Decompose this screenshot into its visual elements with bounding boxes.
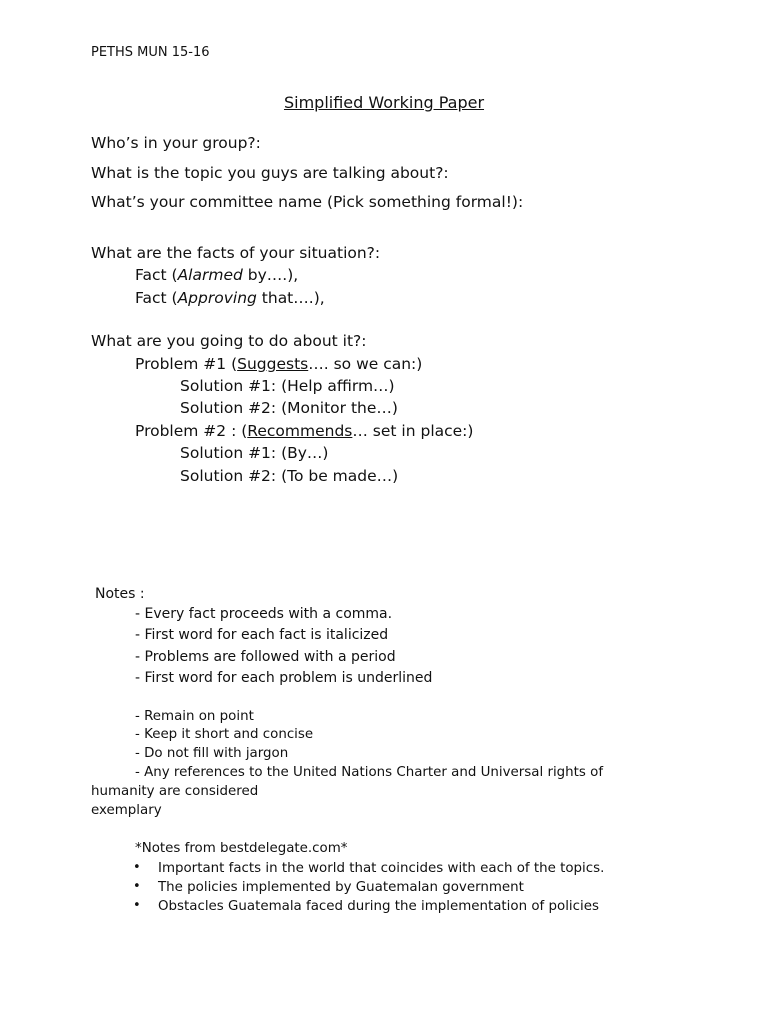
- problem-keyword: Recommends: [247, 422, 353, 440]
- fact-suffix: that….),: [256, 289, 325, 307]
- bullet-item: Obstacles Guatemala faced during the implementation of policies: [158, 899, 599, 914]
- note-charter-line: humanity are considered: [91, 784, 259, 799]
- problem-line-2: [135, 422, 473, 440]
- fact-line-2: [135, 289, 325, 307]
- document-header: PETHS MUN 15-16: [91, 45, 210, 60]
- note-rule: - First word for each problem is underlined: [135, 670, 433, 686]
- bullet-icon: •: [133, 879, 141, 894]
- note-tip: - Keep it short and concise: [135, 727, 314, 742]
- note-rule: - Problems are followed with a period: [135, 649, 396, 665]
- fact-prefix: Fact (: [135, 266, 178, 284]
- fact-suffix: by….),: [242, 266, 299, 284]
- solution-line: Solution #2: (To be made…): [180, 467, 399, 485]
- note-rule: - First word for each fact is italicized: [135, 627, 389, 643]
- problem-suffix: … set in place:): [352, 422, 474, 440]
- bullet-item: Important facts in the world that coincides with each of the topics.: [158, 861, 605, 876]
- problem-prefix: Problem #2 : (: [135, 422, 248, 440]
- problem-suffix: …. so we can:): [308, 355, 423, 373]
- question-committee: What’s your committee name (Pick something formal!):: [91, 193, 524, 211]
- fact-keyword: Approving: [177, 289, 257, 307]
- question-group: Who’s in your group?:: [91, 134, 261, 152]
- problem-line-1: [135, 355, 422, 373]
- document-title: Simplified Working Paper: [283, 93, 485, 112]
- bullet-item: The policies implemented by Guatemalan government: [158, 880, 524, 895]
- notes-title: Notes :: [95, 586, 145, 602]
- problem-keyword: Suggests: [237, 355, 309, 373]
- bullet-icon: •: [133, 860, 141, 875]
- solution-line: Solution #1: (By…): [180, 444, 329, 462]
- question-topic: What is the topic you guys are talking about?:: [91, 164, 449, 182]
- fact-keyword: Alarmed: [177, 266, 243, 284]
- fact-line-1: [135, 266, 298, 284]
- bullet-icon: •: [133, 898, 141, 913]
- solution-line: Solution #2: (Monitor the…): [180, 399, 398, 417]
- problem-prefix: Problem #1 (: [135, 355, 238, 373]
- note-charter-line: exemplary: [91, 803, 162, 818]
- solution-line: Solution #1: (Help affirm…): [180, 377, 395, 395]
- question-facts: What are the facts of your situation?:: [91, 244, 381, 262]
- note-charter-line: - Any references to the United Nations Charter and Universal rights of: [135, 765, 604, 780]
- fact-prefix: Fact (: [135, 289, 178, 307]
- note-tip: - Do not fill with jargon: [135, 746, 289, 761]
- note-rule: - Every fact proceeds with a comma.: [135, 606, 393, 622]
- note-tip: - Remain on point: [135, 709, 254, 724]
- notes-source: *Notes from bestdelegate.com*: [135, 841, 348, 856]
- question-actions: What are you going to do about it?:: [91, 332, 367, 350]
